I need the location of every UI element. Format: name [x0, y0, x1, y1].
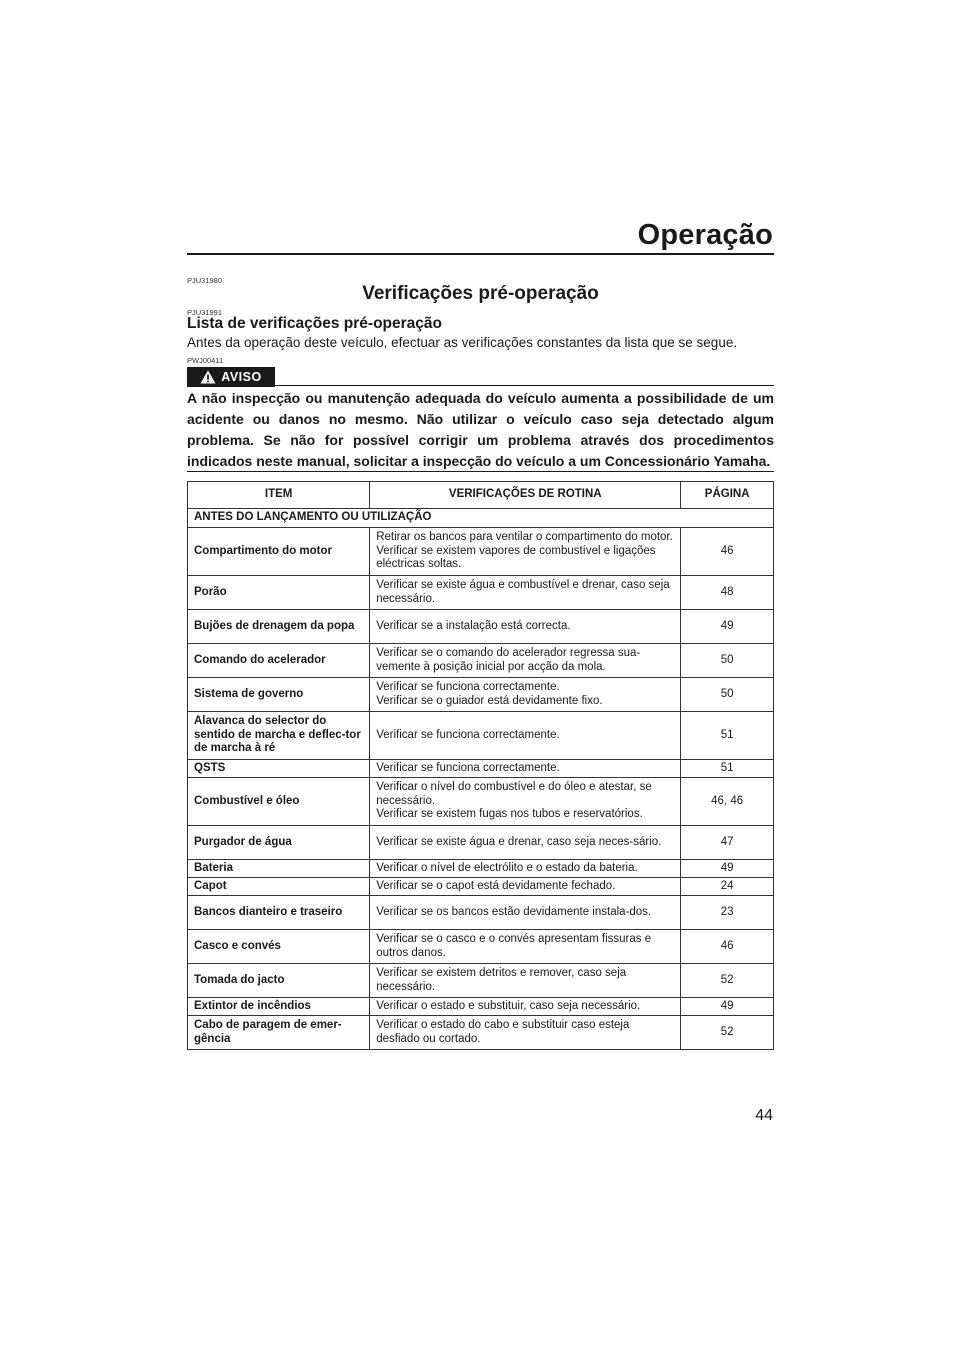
row-page: 49 — [681, 998, 774, 1016]
row-item: Porão — [188, 576, 370, 610]
subsection-code: PJU31991 — [187, 308, 223, 317]
warning-badge — [187, 367, 275, 387]
row-check: Verificar o estado do cabo e substituir caso esteja desfiado ou cortado. — [370, 1016, 681, 1050]
column-header-page: PÁGINA — [681, 482, 774, 509]
row-page: 50 — [681, 678, 774, 712]
table-row — [188, 528, 774, 576]
table-row — [188, 712, 774, 760]
preoperation-checklist-table — [187, 481, 774, 1050]
row-page: 47 — [681, 826, 774, 860]
row-page: 24 — [681, 878, 774, 896]
row-check: Verificar se o casco e o convés apresentam fissuras e outros danos. — [370, 930, 681, 964]
chapter-title: Operação — [637, 219, 773, 251]
row-check: Verificar o nível do combustível e do óleo e atestar, se necessário. Verificar se existem fugas nos tubos e reservatórios. — [370, 778, 681, 826]
page-number: 44 — [755, 1107, 773, 1124]
row-page: 51 — [681, 712, 774, 760]
row-check: Verificar se o comando do acelerador regressa sua-vemente à posição inicial por acção da mola. — [370, 644, 681, 678]
intro-paragraph: Antes da operação deste veículo, efectuar as verificações constantes da lista que se segue. — [187, 335, 738, 350]
subsection-title: Lista de verificações pré-operação — [187, 315, 443, 332]
table-group-row — [188, 509, 774, 528]
row-item: Comando do acelerador — [188, 644, 370, 678]
table-row — [188, 860, 774, 878]
row-item: Sistema de governo — [188, 678, 370, 712]
row-item: Combustível e óleo — [188, 778, 370, 826]
table-row — [188, 644, 774, 678]
warning-top-rule — [275, 385, 774, 386]
row-item: Tomada do jacto — [188, 964, 370, 998]
row-item: Extintor de incêndios — [188, 998, 370, 1016]
row-page: 50 — [681, 644, 774, 678]
chapter-divider — [187, 253, 774, 255]
warning-code: PWJ00411 — [187, 356, 224, 365]
row-page: 23 — [681, 896, 774, 930]
warning-triangle-icon — [200, 370, 216, 384]
row-check: Verificar o estado e substituir, caso seja necessário. — [370, 998, 681, 1016]
table-header-row — [188, 482, 774, 509]
warning-bottom-rule — [187, 471, 774, 472]
row-check: Verificar se funciona correctamente. — [370, 712, 681, 760]
row-check: Verificar se existe água e drenar, caso seja neces-sário. — [370, 826, 681, 860]
column-header-item: ITEM — [188, 482, 370, 509]
row-item: Bancos dianteiro e traseiro — [188, 896, 370, 930]
row-item: Capot — [188, 878, 370, 896]
row-page: 48 — [681, 576, 774, 610]
row-check: Verificar se funciona correctamente. — [370, 760, 681, 778]
table-row — [188, 678, 774, 712]
table-row — [188, 964, 774, 998]
row-item: QSTS — [188, 760, 370, 778]
row-check: Verificar o nível de electrólito e o estado da bateria. — [370, 860, 681, 878]
table-row — [188, 896, 774, 930]
row-page: 49 — [681, 610, 774, 644]
row-check: Verificar se existe água e combustível e drenar, caso seja necessário. — [370, 576, 681, 610]
table-row — [188, 1016, 774, 1050]
row-page: 46 — [681, 930, 774, 964]
row-check: Retirar os bancos para ventilar o compartimento do motor. Verificar se existem vapores de combustível e ligações eléctricas soltas. — [370, 528, 681, 576]
table-row — [188, 610, 774, 644]
row-page: 51 — [681, 760, 774, 778]
table-row — [188, 760, 774, 778]
row-item: Bateria — [188, 860, 370, 878]
row-check: Verificar se funciona correctamente. Verificar se o guiador está devidamente fixo. — [370, 678, 681, 712]
row-check: Verificar se a instalação está correcta. — [370, 610, 681, 644]
row-check: Verificar se os bancos estão devidamente instala-dos. — [370, 896, 681, 930]
row-item: Cabo de paragem de emer-gência — [188, 1016, 370, 1050]
group-label: ANTES DO LANÇAMENTO OU UTILIZAÇÃO — [188, 509, 774, 528]
table-row — [188, 930, 774, 964]
table-row — [188, 826, 774, 860]
section-code: PJU31980 — [187, 276, 223, 285]
row-item: Bujões de drenagem da popa — [188, 610, 370, 644]
table-row — [188, 576, 774, 610]
row-item: Alavanca do selector do sentido de marcha e deflec-tor de marcha à ré — [188, 712, 370, 760]
table-row — [188, 998, 774, 1016]
row-page: 52 — [681, 1016, 774, 1050]
section-title: Verificações pré-operação — [362, 283, 599, 304]
row-page: 46 — [681, 528, 774, 576]
row-page: 46, 46 — [681, 778, 774, 826]
row-item: Casco e convés — [188, 930, 370, 964]
row-page: 49 — [681, 860, 774, 878]
row-check: Verificar se o capot está devidamente fechado. — [370, 878, 681, 896]
warning-text: A não inspecção ou manutenção adequada do veículo aumenta a possibilidade de um acidente ou danos no mesmo. Não utilizar o veículo caso seja detectado algum problema. Se não for possível corrigir um problema através dos procedimentos indicados neste manual, solicitar a inspecção do veículo a um Concessionário Yamaha. — [187, 390, 774, 469]
table-row — [188, 778, 774, 826]
row-item: Compartimento do motor — [188, 528, 370, 576]
row-item: Purgador de água — [188, 826, 370, 860]
row-page: 52 — [681, 964, 774, 998]
warning-label: AVISO — [221, 370, 262, 384]
table-row — [188, 878, 774, 896]
column-header-check: VERIFICAÇÕES DE ROTINA — [370, 482, 681, 509]
row-check: Verificar se existem detritos e remover, caso seja necessário. — [370, 964, 681, 998]
